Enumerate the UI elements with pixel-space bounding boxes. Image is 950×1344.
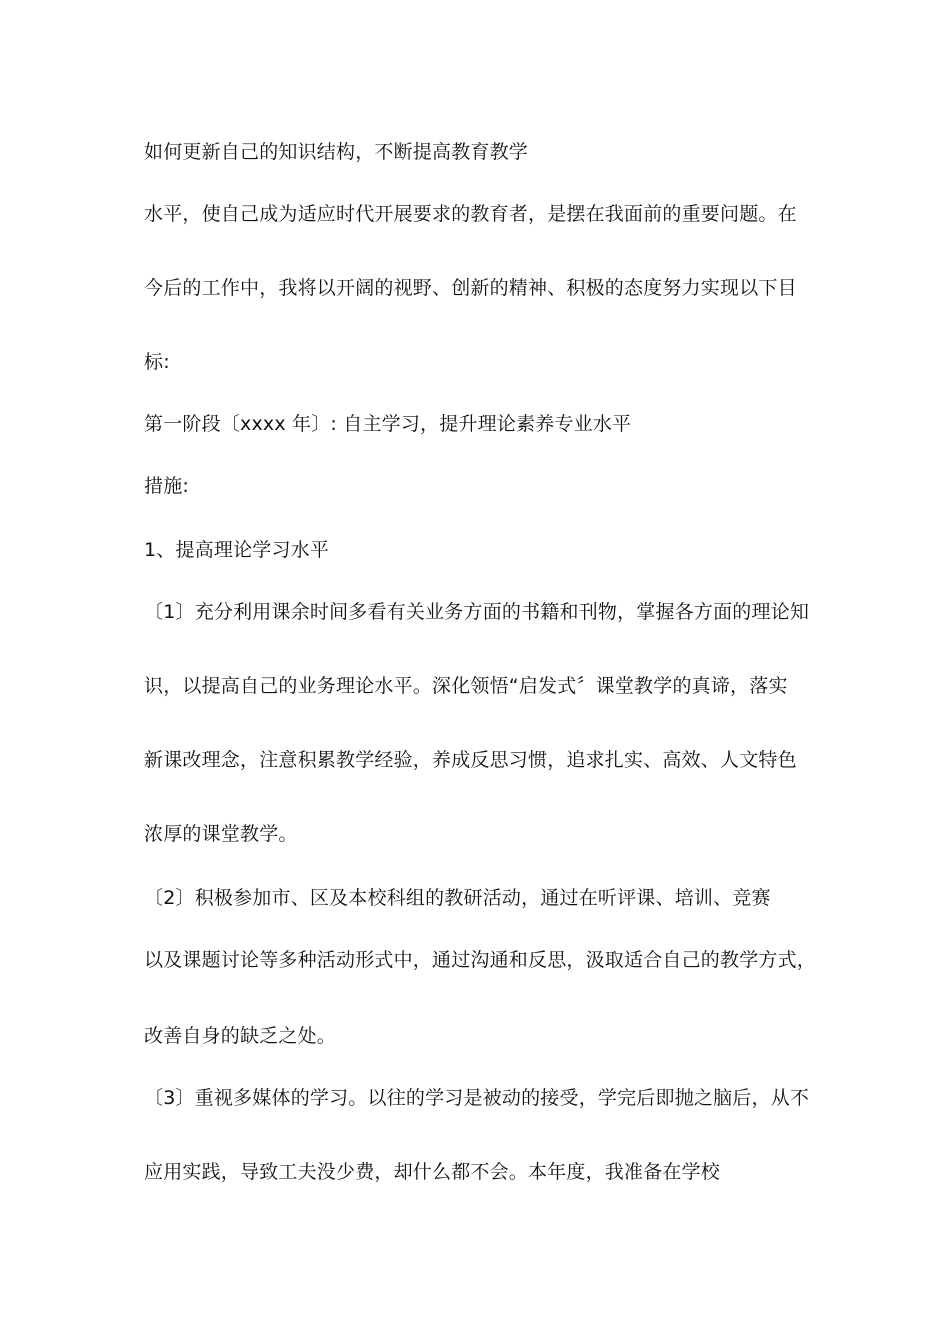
paragraph-line: 应用实践，导致工夫没少费，却什么都不会。本年度，我准备在学校 [144, 1161, 721, 1183]
paragraph-line: 标: [144, 351, 170, 373]
paragraph-line: 〔2〕积极参加市、区及本校科组的教研活动，通过在听评课、培训、竞赛 [144, 887, 771, 909]
paragraph-line: 〔3〕重视多媒体的学习。以往的学习是被动的接受，学完后即抛之脑后，从不 [144, 1087, 810, 1109]
paragraph-line: 〔1〕充分利用课余时间多看有关业务方面的书籍和刊物，掌握各方面的理论知 [144, 601, 810, 623]
paragraph-line: 改善自身的缺乏之处。 [144, 1025, 337, 1047]
paragraph-line: 如何更新自己的知识结构，不断提高教育教学 [144, 141, 529, 163]
measures-label: 措施: [144, 475, 190, 497]
paragraph-line: 浓厚的课堂教学。 [144, 823, 298, 845]
paragraph-line: 水平，使自己成为适应时代开展要求的教育者，是摆在我面前的重要问题。在 [144, 203, 797, 225]
list-item-heading: 1、提高理论学习水平 [144, 539, 330, 561]
paragraph-line: 今后的工作中，我将以开阔的视野、创新的精神、积极的态度努力实现以下目 [144, 277, 797, 299]
paragraph-line: 以及课题讨论等多种活动形式中，通过沟通和反思，汲取适合自己的教学方式， [144, 949, 817, 971]
paragraph-line: 识，以提高自己的业务理论水平。深化领悟“启发式〞课堂教学的真谛，落实 [144, 675, 788, 697]
section-heading: 第一阶段〔xxxx 年〕: 自主学习，提升理论素养专业水平 [144, 413, 632, 435]
paragraph-line: 新课改理念，注意积累教学经验，养成反思习惯，追求扎实、高效、人文特色 [144, 749, 797, 771]
